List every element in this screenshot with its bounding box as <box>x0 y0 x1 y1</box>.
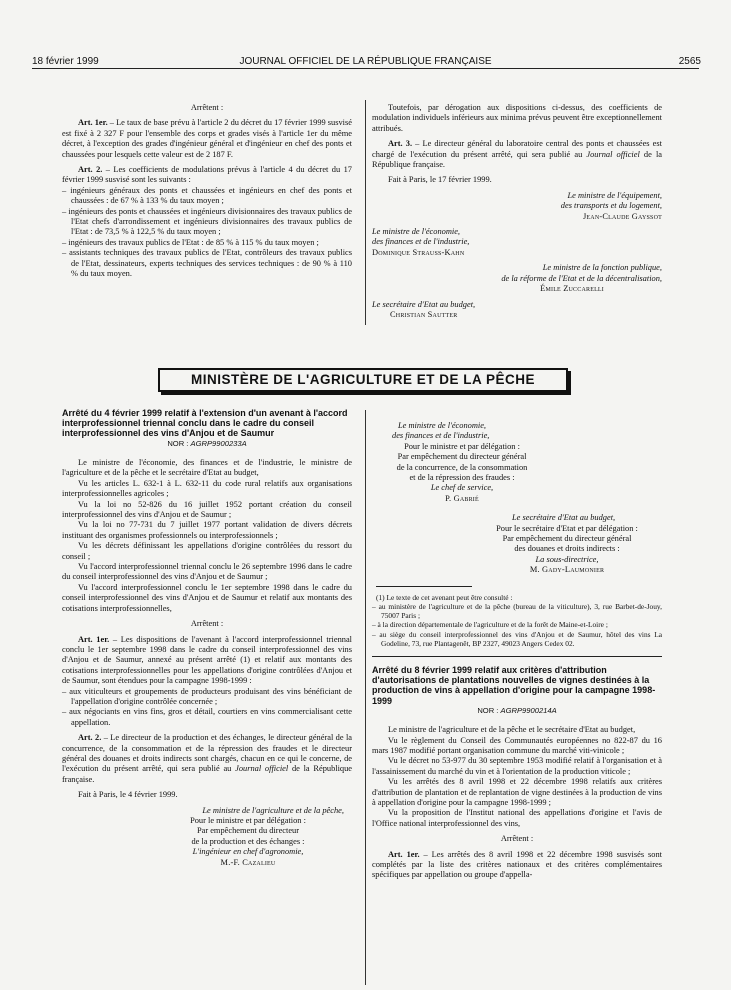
article-2-paragraph: Art. 2. – Les coefficients de modulations prévus à l'article 4 du décret du 17 février 1999 susvisé sont les suivants : <box>62 165 352 185</box>
list-item: – au siège du conseil interprofessionnel des vins d'Anjou et de Saumur, hôtel des vins La Godeline, 73, rue Plantagenêt, BP 2327, 49023 Angers Cedex 02. <box>372 629 662 648</box>
top-left-column <box>62 103 352 280</box>
signing-date: Fait à Paris, le 4 février 1999. <box>78 790 178 800</box>
list-item: – à la direction départementale de l'agriculture et de la forêt de Maine-et-Loire ; <box>372 620 608 630</box>
signatory-name: P. Gabrié <box>445 493 479 503</box>
bottom-left-column <box>62 408 352 868</box>
signatory-name: Émile Zuccarelli <box>540 284 604 294</box>
vu-clause: Vu la proposition de l'Institut national des appellations d'origine et l'avis de l'Office national interprofessionnel des vins, <box>372 808 662 828</box>
list-item: – ingénieurs des travaux publics de l'Etat : de 85 % à 115 % du taux moyen ; <box>62 237 319 247</box>
footnote-lead: (1) Le texte de cet avenant peut être consulté : <box>376 592 513 602</box>
list-item: – aux négociants en vins fins, gros et détail, courtiers en vins commercialisant cette appellation. <box>62 707 352 727</box>
signing-date: Fait à Paris, le 17 février 1999. <box>388 175 492 185</box>
signature-block: Le ministre de l'économie, des finances et de l'industrie, <box>392 421 490 441</box>
signature-block: Le secrétaire d'Etat au budget, <box>512 513 616 523</box>
signature-block: Le ministre de l'agriculture et de la pêche, Pour le ministre et par délégation : Par empêchement du directeur de la production et des échanges : L'ingénieur en chef d'agronomie, M.-F. Cazalieu <box>62 806 352 868</box>
vu-clause: Vu le décret no 53-977 du 30 septembre 1953 modifié relatif à l'organisation et à l'assainissement du marché du vin et à l'orientation de la production viticole ; <box>372 756 662 776</box>
footnote-list <box>372 602 662 648</box>
signatory-name: M. Gady-Laumonier <box>529 565 605 575</box>
arretent-heading: Arrêtent : <box>190 619 224 629</box>
signatory-name: Jean-Claude Gayssot <box>582 211 662 221</box>
ministry-heading: MINISTÈRE DE L'AGRICULTURE ET DE LA PÊCHE <box>158 368 568 392</box>
derogation-paragraph: Toutefois, par dérogation aux dispositions ci-dessus, des coefficients de modulation individuels inférieurs aux minima prévus peuvent être exceptionnellement attribués. <box>372 103 662 133</box>
article-1-paragraph: Art. 1er. – Les dispositions de l'avenant à l'accord interprofessionnel triennal conclu le 1er septembre 1998 dans le cadre du conseil interprofessionnel des vins d'Anjou et de Saumur, annexé au présent arrêté (1) et relatif aux montants des cotisations interprofessionnelles pour les appellations d'origine contrôlées d'Anjou et de Saumur, sont étendues pour la campagne 1998-1999 : <box>62 634 352 686</box>
vu-clause: Vu les arrêtés des 8 avril 1998 et 22 décembre 1998 relatifs aux critères d'attribution de plantation et de replantation de vigne destinées à la production de vins à appellation d'origine pour la campagne 1998-1999 ; <box>372 777 662 807</box>
article-separator <box>372 656 662 657</box>
signature-delegation: Pour le secrétaire d'Etat et par délégation : Par empêchement du directeur général des douanes et droits indirects : La sous-directrice, M. Gady-Laumonier <box>372 524 662 576</box>
arretent-heading: Arrêtent : <box>190 103 224 112</box>
signature-delegation: Pour le ministre et par délégation : Par empêchement du directeur général de la concurrence, de la consommation et de la répression des fraudes : Le chef de service, P. Gabrié <box>372 442 552 504</box>
column-divider <box>365 410 366 985</box>
footnote-rule <box>376 586 472 587</box>
vu-clause: Vu la loi no 52-826 du 16 juillet 1952 portant création du conseil interprofessionnel des vins d'Anjou et de Saumur ; <box>62 499 352 520</box>
bottom-right-column <box>372 421 662 881</box>
column-divider <box>365 100 366 325</box>
article-3-paragraph: Art. 3. – Le directeur général du laboratoire central des ponts et chaussées est chargé de l'exécution du présent arrêté, qui sera publié au Journal officiel de la République française. <box>372 139 662 170</box>
vu-clause: Vu les décrets définissant les appellations d'origine contrôlées du ressort du conseil ; <box>62 541 352 561</box>
signature-block: Le secrétaire d'Etat au budget, Christian Sautter <box>372 300 662 321</box>
header-date: 18 février 1999 <box>32 56 99 67</box>
signatory-name: Dominique Strauss-Kahn <box>372 247 465 257</box>
arretent-heading: Arrêtent : <box>500 834 534 844</box>
vu-clause: Vu l'accord interprofessionnel triennal conclu le 26 septembre 1996 dans le cadre du conseil interprofessionnel des vins d'Anjou et de Saumur ; <box>62 562 352 582</box>
list-item: – ingénieurs des ponts et chaussées et ingénieurs divisionnaires des travaux publics de l'Etat chefs d'arrondissement et ingénieurs divisionnaires des travaux publics de l'Etat : de 73,5 % à 122,5 % du taux moyen ; <box>62 206 352 237</box>
signatory-name: M.-F. Cazalieu <box>220 857 276 867</box>
vu-clause: Vu le règlement du Conseil des Communautés européennes no 822-87 du 16 mars 1987 modifié portant organisation commune du marché viti-vinicole ; <box>372 735 662 755</box>
preamble: Le ministre de l'économie, des finances et de l'industrie, le ministre de l'agriculture et de la pêche et le secrétaire d'Etat au budget, <box>62 458 352 478</box>
extension-list <box>62 687 352 729</box>
signature-block: Le ministre de la fonction publique, de la réforme de l'Etat et de la décentralisation, Émile Zuccarelli <box>372 263 662 294</box>
list-item: – assistants techniques des travaux publics de l'Etat, contrôleurs des travaux publics de l'Etat, dessinateurs, experts techniques des services techniques : de 90 % à 110 % du taux moyen. <box>62 248 352 279</box>
page-header <box>30 55 701 69</box>
signature-block: Le ministre de l'économie, des finances et de l'industrie, Dominique Strauss-Kahn <box>372 227 662 258</box>
header-rule <box>32 68 699 69</box>
article-2-paragraph: Art. 2. – Le directeur de la production et des échanges, le directeur général de la concurrence, de la consommation et de la répression des fraudes et le directeur général des douanes et droits indirects sont chargés, chacun en ce qui le concerne, de l'exécution du présent arrêté, qui sera publié au Journal officiel de la République française. <box>62 733 352 784</box>
vu-clause: Vu les articles L. 632-1 à L. 632-11 du code rural relatifs aux organisations interprofessionnelles agricoles ; <box>62 478 352 499</box>
coefficients-list <box>62 186 352 280</box>
list-item: – aux viticulteurs et groupements de producteurs produisant des vins bénéficiant de l'appellation d'origine contrôlée concernée ; <box>62 686 352 706</box>
page-number: 2565 <box>678 56 701 67</box>
nor-reference: NOR : AGRP9900233A <box>167 438 247 448</box>
signature-block: Le ministre de l'équipement, des transports et du logement, Jean-Claude Gayssot <box>372 191 662 222</box>
list-item: – au ministère de l'agriculture et de la pêche (bureau de la viticulture), 3, rue Barbet-de-Jouy, 75007 Paris ; <box>372 601 662 621</box>
article-title: Arrêté du 4 février 1999 relatif à l'extension d'un avenant à l'accord interprofessionnel triennal conclu dans le cadre du conseil interprofessionnel des vins d'Anjou et de Saumur <box>62 408 348 439</box>
preamble: Le ministre de l'agriculture et de la pêche et le secrétaire d'Etat au budget, <box>388 725 636 735</box>
signatory-name: Christian Sautter <box>390 309 458 319</box>
article-1-paragraph: Art. 1er. – Les arrêtés des 8 avril 1998 et 22 décembre 1998 susvisés sont complétés par la liste des critères nationaux et des critères complémentaires spécifiques par appellation ou groupe d'appella- <box>372 849 662 880</box>
vu-clause: Vu la loi no 77-731 du 7 juillet 1977 portant validation de divers décrets instituant des organismes professionnels ou interprofessionnels ; <box>62 520 352 540</box>
journal-title: JOURNAL OFFICIEL DE LA RÉPUBLIQUE FRANÇAISE <box>239 56 492 67</box>
article-title: Arrêté du 8 février 1999 relatif aux critères d'attribution d'autorisations de plantations nouvelles de vignes destinées à la production de vins à appellation d'origine pour la campagne 1998-1999 <box>372 664 656 706</box>
article-1-paragraph: Art. 1er. – Le taux de base prévu à l'article 2 du décret du 17 février 1999 susvisé est fixé à 2 327 F pour l'ensemble des corps et grades visés à l'article 1er du même décret, à l'exception des grades d'ingénieur général et d'ingénieur en chef des ponts et chaussées pour lesquels cette valeur est de 2 187 F. <box>62 118 352 159</box>
footnote <box>372 593 662 648</box>
top-right-column <box>372 103 662 320</box>
list-item: – ingénieurs généraux des ponts et chaussées et ingénieurs en chef des ponts et chaussées : de 67 % à 133 % du taux moyen ; <box>62 185 352 206</box>
nor-reference: NOR : AGRP9900214A <box>477 705 557 715</box>
vu-clause: Vu l'accord interprofessionnel conclu le 1er septembre 1998 dans le cadre du conseil interprofessionnel des vins d'Anjou et de Saumur et relatif aux montants des cotisations interprofessionnelles, <box>62 582 352 613</box>
